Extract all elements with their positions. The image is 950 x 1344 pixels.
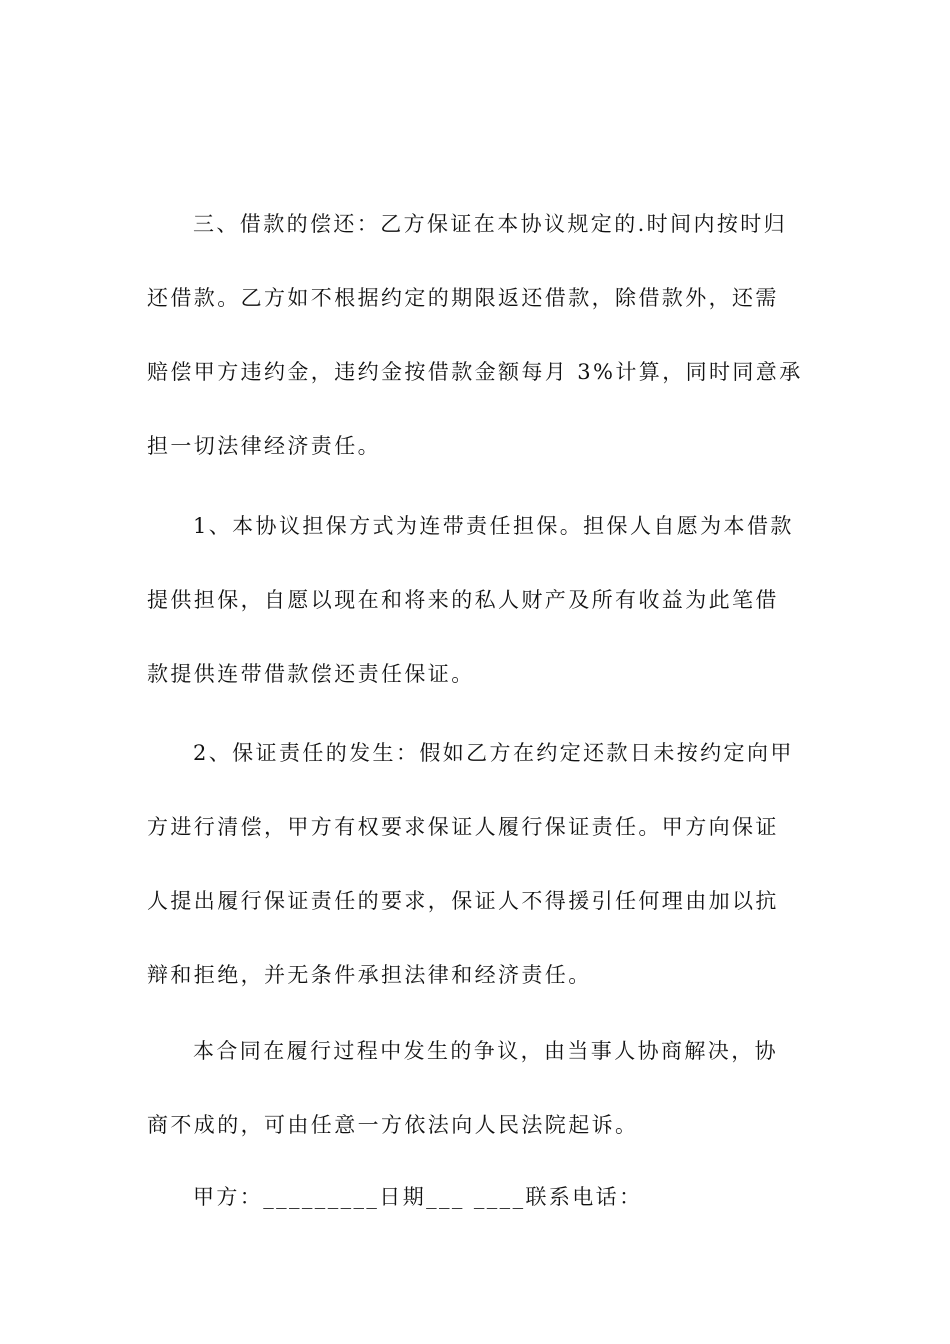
paragraph-line: 担一切法律经济责任。	[147, 434, 381, 458]
paragraph-line: 方进行清偿，甲方有权要求保证人履行保证责任。甲方向保证	[147, 815, 779, 839]
paragraph-dispute	[147, 1014, 807, 1162]
paragraph-line: 2、保证责任的发生：假如乙方在约定还款日未按约定向甲	[193, 741, 794, 765]
paragraph-line: 商不成的，可由任意一方依法向人民法院起诉。	[147, 1113, 639, 1137]
paragraph-line: 还借款。乙方如不根据约定的期限返还借款，除借款外，还需	[147, 286, 779, 310]
paragraph-guarantee-method	[147, 489, 807, 711]
paragraph-line: 1、本协议担保方式为连带责任担保。担保人自愿为本借款	[193, 514, 794, 538]
paragraph-line: 赔偿甲方违约金，违约金按借款金额每月 3%计算，同时同意承	[147, 360, 803, 384]
paragraph-line: 三、借款的偿还：乙方保证在本协议规定的.时间内按时归	[193, 212, 788, 236]
paragraph-line: 本合同在履行过程中发生的争议，由当事人协商解决，协	[193, 1039, 778, 1063]
paragraph-repayment	[147, 187, 807, 483]
paragraph-line: 辩和拒绝，并无条件承担法律和经济责任。	[147, 963, 592, 987]
paragraph-line: 人提出履行保证责任的要求，保证人不得援引任何理由加以抗	[147, 889, 779, 913]
signature-line: 甲方：_________日期___ ____联系电话：	[193, 1185, 643, 1209]
signature-block	[147, 1160, 807, 1234]
paragraph-line: 款提供连带借款偿还责任保证。	[147, 662, 475, 686]
paragraph-line: 提供担保，自愿以现在和将来的私人财产及所有收益为此笔借	[147, 588, 779, 612]
paragraph-guarantee-liability	[147, 716, 807, 1012]
